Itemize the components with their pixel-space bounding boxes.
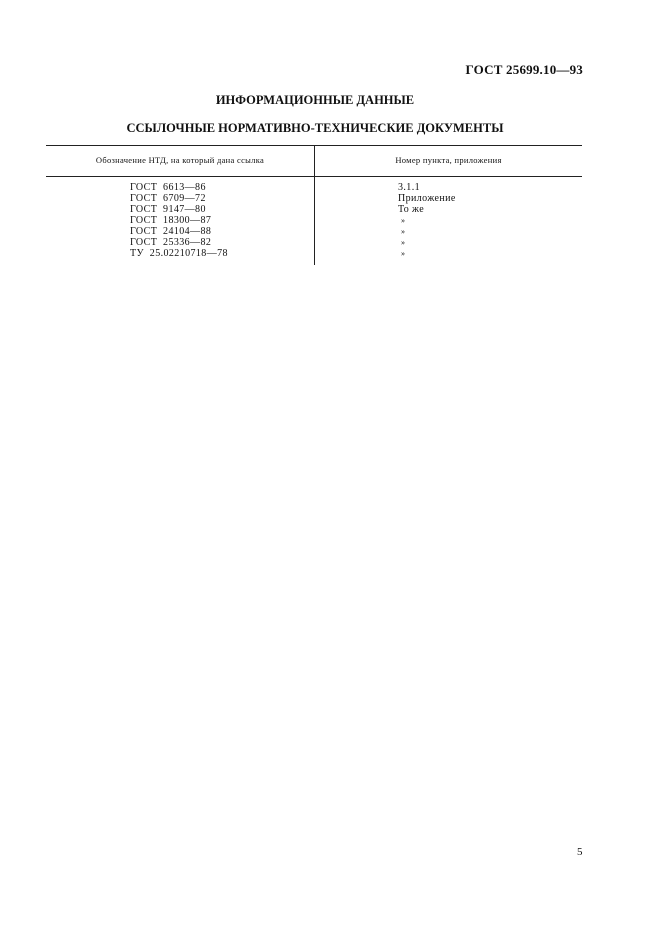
- column-header-clause: Номер пункта, приложения: [395, 155, 502, 165]
- page-number: 5: [577, 846, 583, 858]
- table-cell-ntd: ГОСТ 25336—82: [130, 237, 212, 248]
- table-cell-clause-ditto: »: [401, 227, 406, 236]
- table-cell-clause: 3.1.1: [398, 182, 420, 193]
- table-cell-ntd: ГОСТ 9147—80: [130, 204, 206, 215]
- table-cell-ntd: ГОСТ 24104—88: [130, 226, 212, 237]
- table-cell-clause-ditto: »: [401, 249, 406, 258]
- section-title-info: ИНФОРМАЦИОННЫЕ ДАННЫЕ: [215, 93, 415, 107]
- document-code: ГОСТ 25699.10—93: [465, 62, 583, 77]
- column-header-ntd: Обозначение НТД, на который дана ссылка: [95, 155, 265, 165]
- ntd-column: [130, 182, 228, 259]
- table-cell-ntd: ГОСТ 6709—72: [130, 193, 206, 204]
- table-cell-clause: То же: [398, 204, 425, 215]
- references-table: [46, 145, 582, 265]
- clause-column: [398, 182, 456, 259]
- section-title-references: ССЫЛОЧНЫЕ НОРМАТИВНО-ТЕХНИЧЕСКИЕ ДОКУМЕНТЫ: [126, 121, 504, 135]
- table-cell-ntd: ТУ 25.02210718—78: [130, 248, 228, 259]
- table-cell-clause-ditto: »: [401, 216, 406, 225]
- table-cell-ntd: ГОСТ 18300—87: [130, 215, 212, 226]
- table-cell-clause: Приложение: [398, 193, 456, 204]
- table-cell-ntd: ГОСТ 6613—86: [130, 182, 206, 193]
- table-cell-clause-ditto: »: [401, 238, 406, 247]
